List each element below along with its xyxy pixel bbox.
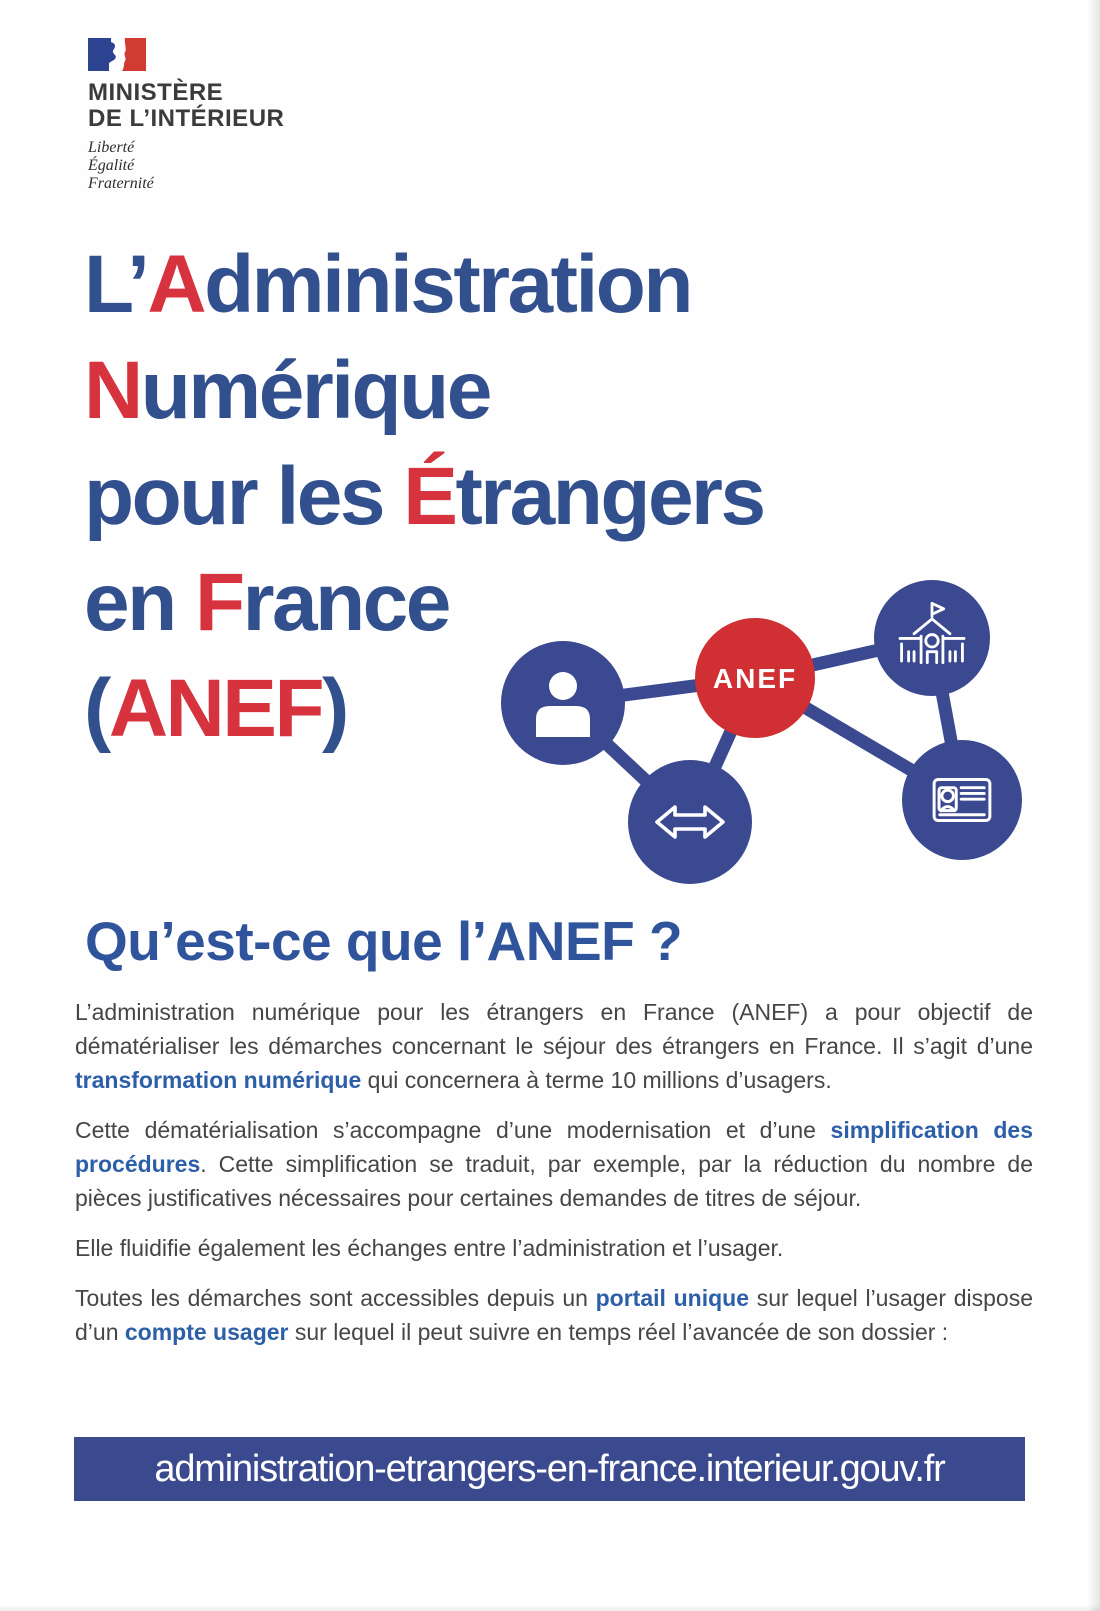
body-text: qui concernera à terme 10 millions d’usagers.	[361, 1067, 832, 1093]
title-segment-red: A	[147, 239, 205, 330]
title-segment-blue: rance	[242, 557, 449, 648]
body-paragraph	[75, 1113, 1033, 1215]
title-segment-blue: trangers	[455, 451, 764, 542]
main-title-line	[84, 444, 764, 550]
anef-node-label: ANEF	[712, 663, 798, 694]
body-text: . Cette simplification se traduit, par exemple, par la réduction du nombre de pièces justificatives nécessaires pour certaines demandes de titres de séjour.	[75, 1151, 1033, 1211]
title-segment-red: N	[84, 345, 141, 436]
scan-bottom-artifact	[0, 1605, 1100, 1611]
body-text: sur lequel il peut suivre en temps réel l’avancée de son dossier :	[288, 1319, 949, 1345]
body-text: sur lequel l’usager dispose d’un	[75, 1285, 1033, 1345]
exchange-node	[628, 760, 752, 884]
body-paragraph	[75, 1281, 1033, 1349]
body-paragraph	[75, 1231, 1033, 1265]
title-segment-blue: dministration	[204, 239, 691, 330]
body-paragraph	[75, 995, 1033, 1097]
body-text: Toutes les démarches sont accessibles depuis un	[75, 1285, 596, 1311]
body-text: Cette dématérialisation s’accompagne d’une modernisation et d’une	[75, 1117, 831, 1143]
anef-network-diagram	[478, 543, 1040, 891]
ministry-name-line2: DE L’INTÉRIEUR	[88, 105, 285, 132]
main-title-line	[84, 232, 764, 338]
id-card-node	[902, 740, 1022, 860]
motto-fraternite: Fraternité	[88, 175, 154, 192]
title-segment-blue: L’	[84, 239, 148, 330]
section-heading: Qu’est-ce que l’ANEF ?	[85, 910, 683, 972]
title-segment-blue: en	[84, 557, 195, 648]
motto-egalite: Égalité	[88, 157, 135, 174]
title-segment-red: ANEF	[108, 663, 323, 754]
ministry-name-line1: MINISTÈRE	[88, 79, 224, 106]
highlighted-term: portail unique	[595, 1285, 749, 1311]
title-segment-blue: pour les	[84, 451, 404, 542]
title-segment-red: É	[403, 451, 456, 542]
network-diagram-svg	[478, 543, 1040, 891]
main-title-line	[84, 338, 764, 444]
anef-node	[695, 618, 815, 738]
motto-liberte: Liberté	[88, 139, 135, 156]
highlighted-term: transformation numérique	[75, 1067, 362, 1093]
ministry-logo-block	[88, 38, 284, 193]
url-banner	[74, 1437, 1025, 1501]
title-segment-blue: umérique	[140, 345, 490, 436]
ministry-name	[88, 80, 284, 132]
title-segment-red: F	[194, 557, 243, 648]
scan-edge-artifact	[1088, 0, 1100, 1611]
highlighted-term: simplification des procédures	[75, 1117, 1034, 1177]
title-segment-blue: (	[84, 663, 109, 754]
body-copy	[75, 995, 1033, 1365]
republic-motto	[88, 139, 284, 193]
french-flag-marianne-icon	[88, 38, 146, 71]
body-text: Elle fluidifie également les échanges entre l’administration et l’usager.	[75, 1235, 784, 1261]
portal-url: administration-etrangers-en-france.interieur.gouv.fr	[154, 1447, 945, 1490]
highlighted-term: compte usager	[124, 1319, 289, 1345]
title-segment-blue: )	[322, 663, 347, 754]
user-node	[501, 641, 625, 765]
body-text: L’administration numérique pour les étrangers en France (ANEF) a pour objectif de dématérialiser les démarches concernant le séjour des étrangers en France. Il s’agit d’une	[75, 999, 1033, 1059]
school-node	[874, 580, 990, 696]
